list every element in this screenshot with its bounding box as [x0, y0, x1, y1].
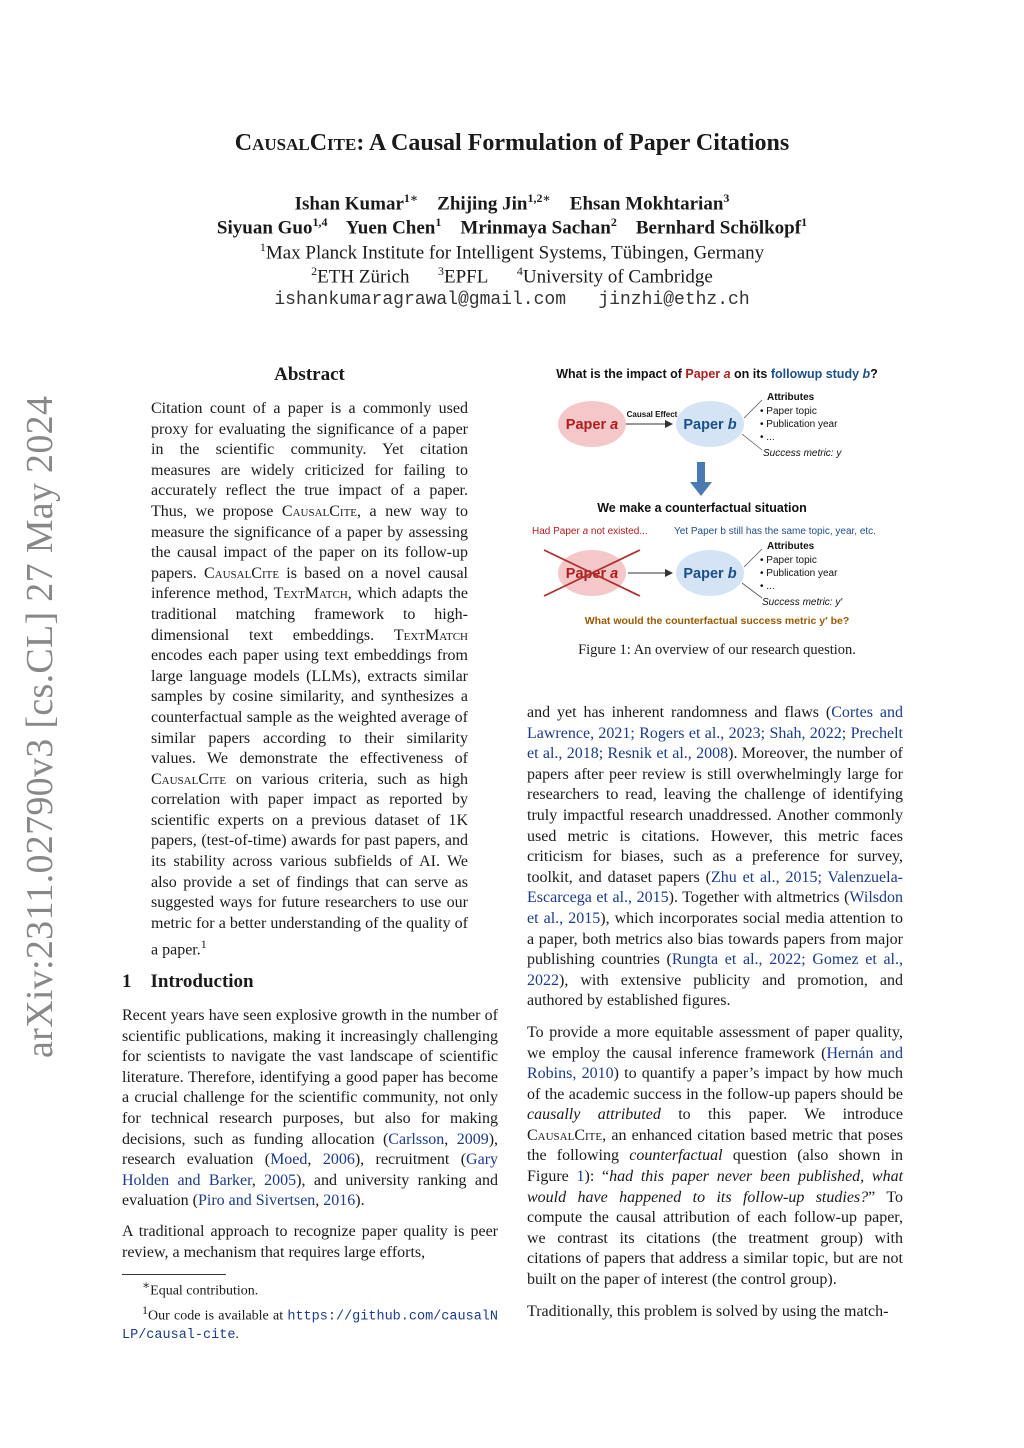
- paper-a-label: Paper a: [565, 417, 619, 433]
- title-rest: : A Causal Formulation of Paper Citations: [356, 130, 790, 156]
- paper-b-label-counterfactual: Paper b: [683, 566, 737, 582]
- intro-paragraph-2: A traditional approach to recognize paper quality is peer review, a mechanism that requires large efforts,: [122, 1222, 498, 1261]
- citation-link[interactable]: Hernán and Robins, 2010: [527, 1044, 903, 1083]
- same-topic-note: Yet Paper b still has the same topic, year, etc.: [674, 526, 876, 537]
- affil-mark: 1: [801, 215, 808, 229]
- affiliation-line-2: [0, 264, 1024, 288]
- author-line-1: [0, 191, 1024, 215]
- footnote-1: ∗Equal contribution.: [142, 1278, 259, 1299]
- citation-link[interactable]: Piro and Sivertsen: [197, 1192, 316, 1210]
- affil-mark: 3: [438, 264, 444, 278]
- footnote-rule: [122, 1274, 226, 1275]
- footnotes: [122, 1276, 498, 1345]
- affiliation: Max Planck Institute for Intelligent Systems, Tübingen, Germany: [265, 242, 765, 264]
- affil-mark: 1: [259, 240, 266, 254]
- attribute-item: • ...: [760, 432, 775, 443]
- attribute-item: • Publication year: [760, 419, 838, 430]
- citation-link[interactable]: 2006: [322, 1151, 355, 1169]
- footnote-mark[interactable]: 1: [200, 937, 207, 952]
- paper-a-label-crossed: Paper a: [565, 566, 619, 582]
- right-paragraph-2: To provide a more equitable assessment of paper quality, we employ the causal inference framework (Hernán and Robins, 2010) to quantify a paper’s impact by how much of the academic success in the follow-up papers should be causally attributed to this paper. We introduce CausalCite, an enhanced citation based metric that poses the following counterfactual question (also shown in Figure 1): “had this paper never been published, what would have happened to its follow-up studies?” To compute the causal attribution of each follow-up paper, we contrast its citations (the treatment group) with citations of papers that address a similar topic, but are not built on the paper of interest (the control group).: [527, 1023, 904, 1289]
- citation-link[interactable]: Wilsdon et al., 2015: [527, 889, 903, 927]
- abstract-heading: Abstract: [274, 364, 345, 385]
- intro-paragraph-1: Recent years have seen explosive growth in the number of scientific publications, making it increasingly challenging for scientists to navigate the vast landscape of scientific literature. Therefore, identifying a good paper has become a crucial challenge for the scientific community, not only for technical research purposes, but also for making decisions, such as funding allocation (Carlsson, 2009), research evaluation (Moed, 2006), recruitment (Gary Holden and Barker, 2005), and university ranking and evaluation (Piro and Sivertsen, 2016).: [122, 1007, 499, 1210]
- success-metric-label-counterfactual: Success metric: y′: [762, 597, 843, 608]
- attribute-item: • Paper topic: [760, 555, 817, 566]
- email-address[interactable]: ishankumaragrawal@gmail.com: [274, 290, 566, 310]
- email-line: [0, 290, 1024, 310]
- author-name: Mrinmaya Sachan: [460, 217, 611, 239]
- affiliation: University of Cambridge: [522, 266, 713, 288]
- affil-mark: 2: [610, 215, 617, 229]
- author-name: Siyuan Guo: [216, 217, 313, 239]
- introduction-body: [122, 1006, 498, 1263]
- affiliation: ETH Zürich: [317, 266, 410, 288]
- success-metric-label: Success metric: y: [763, 448, 842, 459]
- author-line-2: [0, 215, 1024, 239]
- affil-mark: 4: [516, 264, 523, 278]
- figure-caption: Figure 1: An overview of our research question.: [578, 642, 856, 658]
- citation-link[interactable]: Carlsson: [388, 1130, 445, 1148]
- attributes-title: Attributes: [767, 541, 815, 552]
- citation-link[interactable]: 2016: [323, 1192, 356, 1210]
- affil-mark: 2: [311, 264, 318, 278]
- figure-1: [522, 358, 912, 638]
- affiliation-line-1: [0, 240, 1024, 264]
- arxiv-identifier: arXiv:2311.02790v3 [cs.CL] 27 May 2024: [19, 395, 61, 1058]
- causal-effect-label: Causal Effect: [626, 410, 678, 419]
- abstract-body: Citation count of a paper is a commonly used proxy for evaluating the significance of a paper in the scientific community. Yet citation measures are widely criticized for failing to accurately reflect the true impact of a paper. Thus, we propose CausalCite, a new way to measure the significance of a paper by assessing the causal impact of the paper on its follow-up papers. CausalCite is based on a novel causal inference method, TextMatch, which adapts the traditional matching framework to high-dimensional text embeddings. TextMatch encodes each paper using text embeddings from large language models (LLMs), extracts similar samples by cosine similarity, and synthesizes a counterfactual sample as the weighted average of similar papers according to their similarity values. We demonstrate the effectiveness of CausalCite on various criteria, such as high correlation with paper impact as reported by scientific experts on a previous dataset of 1K papers, (test-of-time) awards for past papers, and its stability across various subfields of AI. We also provide a set of findings that can serve as suggested ways for future researchers to use our metric for a better understanding of the quality of a paper.$^1$: [151, 400, 469, 959]
- affil-mark: 1,4: [312, 215, 328, 229]
- citation-link[interactable]: Cortes and Lawrence, 2021; Rogers et al., 2023; Shah, 2022; Prechelt et al., 2018; Resnik et al., 2008: [527, 704, 903, 763]
- attribute-item: • ...: [760, 581, 775, 592]
- email-address[interactable]: jinzhi@ethz.ch: [598, 290, 750, 310]
- affil-mark: 1∗: [403, 191, 419, 205]
- footnote-2: $^1$Our code is available at https://github.com/causalNLP/causal-cite.: [122, 1302, 498, 1344]
- section-heading-introduction: 1 Introduction: [122, 971, 254, 992]
- author-name: Ishan Kumar: [294, 193, 404, 215]
- counterfactual-heading: We make a counterfactual situation: [597, 501, 807, 515]
- paper-title: [0, 130, 1024, 157]
- affil-mark: 3: [723, 191, 730, 205]
- affil-mark: 1: [435, 215, 442, 229]
- citation-link[interactable]: Rungta et al., 2022; Gomez et al., 2022: [527, 951, 903, 989]
- right-paragraph-1: and yet has inherent randomness and flaws (Cortes and Lawrence, 2021; Rogers et al., 2023; Shah, 2022; Prechelt et al., 2018; Resnik et al., 2008). Moreover, the number of papers after peer review is still overwhelmingly large for researchers to read, leaving the challenge of identifying truly impactful research unaddressed. Another commonly used metric is citations. However, this metric faces criticism for biases, such as a preference for survey, toolkit, and dataset papers (Zhu et al., 2015; Valenzuela-Escarcega et al., 2015). Together with altmetrics (Wilsdon et al., 2015), which incorporates social media attention to a paper, both metrics also bias towards papers from major publishing countries (Rungta et al., 2022; Gomez et al., 2022), with extensive publicity and promotion, and authored by established figures.: [527, 704, 904, 1010]
- affil-mark: 1,2∗: [527, 191, 551, 205]
- author-name: Ehsan Mokhtarian: [569, 193, 724, 215]
- figure-reference-link[interactable]: 1: [576, 1168, 585, 1186]
- citation-link[interactable]: 2009: [456, 1130, 489, 1148]
- attribute-item: • Paper topic: [760, 406, 817, 417]
- author-name: Bernhard Schölkopf: [635, 217, 802, 239]
- had-not-existed-note: Had Paper a not existed...: [532, 526, 648, 537]
- citation-link[interactable]: 2005: [264, 1171, 297, 1189]
- down-arrow-icon: [690, 462, 712, 496]
- attribute-item: • Publication year: [760, 568, 838, 579]
- success-link-bottom: [742, 583, 762, 598]
- title-method-name: CausalCite: [234, 130, 357, 156]
- paper-b-label: Paper b: [683, 417, 737, 433]
- author-name: Zhijing Jin: [437, 193, 528, 215]
- citation-link[interactable]: Moed: [270, 1151, 308, 1169]
- counterfactual-question: What would the counterfactual success metric y′ be?: [584, 615, 850, 627]
- affiliation: EPFL: [444, 266, 489, 288]
- success-link-top: [742, 434, 762, 450]
- figure-question: What is the impact of Paper a on its followup study b?: [556, 367, 878, 381]
- attributes-title: Attributes: [767, 392, 815, 403]
- citation-link[interactable]: Zhu et al., 2015; Valenzuela-Escarcega et al., 2015: [527, 868, 904, 907]
- right-column-body: [527, 703, 903, 1322]
- citation-link[interactable]: Gary Holden and Barker: [122, 1151, 499, 1189]
- right-paragraph-3: Traditionally, this problem is solved by using the match-: [527, 1302, 889, 1320]
- code-url-link[interactable]: https://github.com/causalNLP/causal-cite: [122, 1309, 498, 1344]
- author-name: Yuen Chen: [345, 217, 436, 239]
